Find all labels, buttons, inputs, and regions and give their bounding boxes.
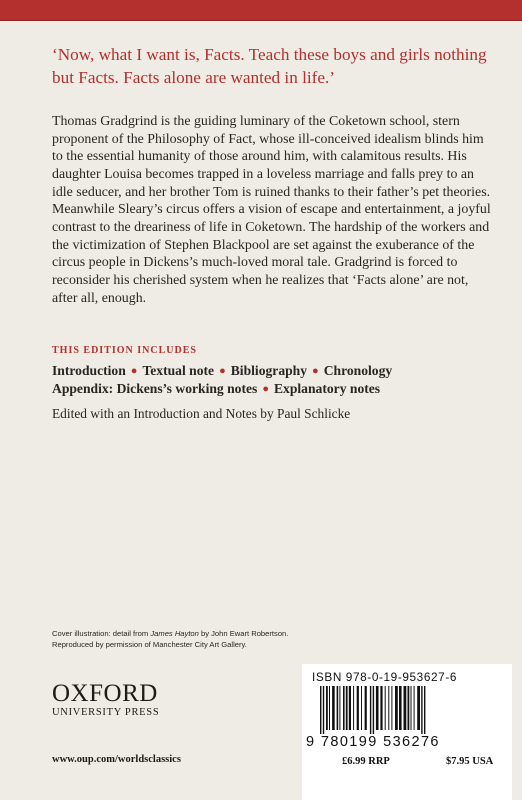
cover-credit-line-1	[52, 629, 382, 640]
cover-credit-artist: by John Ewart Robertson.	[198, 629, 289, 638]
oxford-logo	[52, 682, 159, 720]
cover-illustration-credit	[52, 629, 382, 650]
edition-contents-list	[52, 362, 502, 398]
bullet-dot-icon: ●	[312, 365, 319, 377]
isbn-label: ISBN 978-0-19-953627-6	[312, 670, 458, 684]
edition-item-explanatory-notes: Explanatory notes	[273, 381, 381, 396]
cover-credit-line-2: Reproduced by permission of Manchester City Art Gallery.	[52, 639, 247, 649]
barcode-digits: 9 780199 536276	[306, 734, 440, 750]
oxford-logo-subtitle: UNIVERSITY PRESS	[52, 707, 160, 718]
bullet-dot-icon: ●	[262, 383, 269, 395]
cover-credit-work-title: James Hayton	[150, 629, 199, 638]
top-red-band	[0, 0, 522, 20]
edition-item-textual-note: Textual note	[142, 363, 215, 378]
editor-credit: Edited with an Introduction and Notes by Paul Schlicke	[52, 406, 351, 421]
price-usd: $7.95 USA	[446, 756, 494, 767]
bullet-dot-icon: ●	[219, 365, 226, 377]
barcode-icon	[312, 686, 507, 734]
edition-item-bibliography: Bibliography	[230, 363, 308, 378]
edition-item-appendix: Appendix: Dickens’s working notes	[52, 381, 258, 396]
edition-contents-line-1	[52, 362, 502, 380]
pull-quote: ‘Now, what I want is, Facts. Teach these boys and girls nothing but Facts. Facts alone are wanted in life.’	[52, 45, 487, 87]
publisher-url: www.oup.com/worldsclassics	[52, 754, 181, 765]
edition-item-chronology: Chronology	[323, 363, 393, 378]
edition-contents-line-2	[52, 380, 502, 398]
cover-credit-prefix: Cover illustration: detail from	[52, 629, 151, 638]
edition-includes-heading: THIS EDITION INCLUDES	[52, 345, 197, 356]
edition-item-introduction: Introduction	[52, 363, 126, 378]
barcode-panel	[302, 664, 512, 800]
synopsis-paragraph: Thomas Gradgrind is the guiding luminary of the Coketown school, stern proponent of the Philosophy of Fact, whose ill-conceived idealism blinds him to the essential humanity of those around him, with calamitous results. His daughter Louisa becomes trapped in a loveless marriage and falls prey to an idle seducer, and her brother Tom is ruined thanks to their father’s pet theories. Meanwhile Sleary’s circus offers a vision of escape and entertainment, a joyful contrast to the dreariness of life in Coketown. The hardship of the workers and the victimization of Stephen Blackpool are set against the exuberance of the circus people in Dickens’s much-loved moral tale. Gradgrind is forced to reconsider his cherished system when he realizes that ‘Facts alone’ are not, after all, enough.	[52, 114, 491, 306]
price-gbp: £6.99 RRP	[342, 756, 390, 767]
bullet-dot-icon: ●	[130, 365, 138, 377]
oxford-logo-name: OXFORD	[52, 680, 158, 707]
